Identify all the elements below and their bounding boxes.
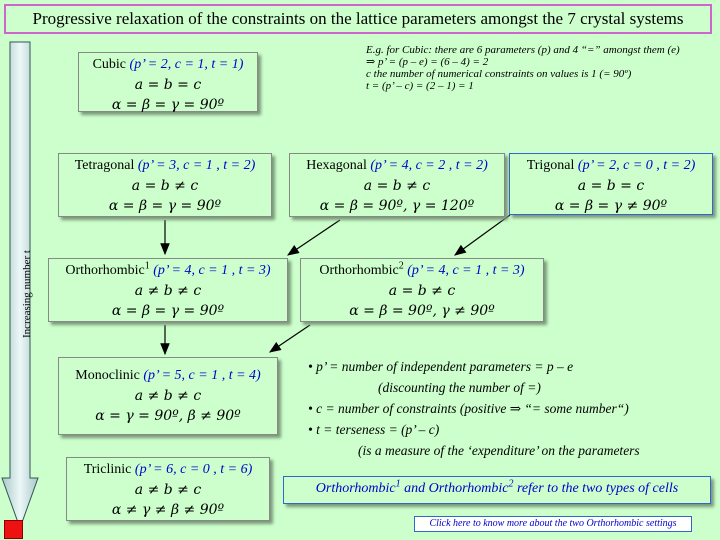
card-orthorhombic-1: Orthorhombic$^1$ (p’ = 4, c = 1 , t = 3) a ≠ b ≠ c α = β = γ = 90º — [48, 258, 288, 322]
arrow-hexagonal-to-ortho2 — [288, 220, 340, 255]
arrow-trigonal-to-ortho2 — [455, 215, 510, 255]
card-cubic: Cubic (p’ = 2, c = 1, t = 1) a = b = c α = β = γ = 90º — [78, 52, 258, 112]
y-axis-label: Increasing number t — [21, 250, 33, 338]
card-orthorhombic-2: Orthorhombic$^2$ (p’ = 4, c = 1 , t = 3) a = b ≠ c α = β = 90º, γ ≠ 90º — [300, 258, 544, 322]
card-hexagonal: Hexagonal (p’ = 4, c = 2 , t = 2) a = b ≠ c α = β = 90º, γ = 120º — [289, 153, 505, 217]
definitions-list: • p’ = number of independent parameters = p – e (discounting the number of =) • c = number of constraints (positive ⇒ “= some number“) • t = terseness = (p’ – c) (is a measure of the ‘expenditure’ on the parameters — [308, 359, 640, 458]
orthorhombic-note: Orthorhombic$^1$ and Orthorhombic$^2$ refer to the two types of cells — [283, 476, 711, 504]
example-note: E.g. for Cubic: there are 6 parameters (p) and 4 “=” amongst them (e) ⇒ p’ = (p – e) = (6 – 4) = 2 c the number of numerical constraints on values is 1 (= 90º) t = (p’ – c) = (2 – 1) = 1 — [366, 44, 680, 92]
orthorhombic-settings-link[interactable]: Click here to know more about the two Orthorhombic settings — [414, 516, 692, 532]
page-title: Progressive relaxation of the constraints on the lattice parameters amongst the 7 crystal systems — [4, 4, 712, 34]
card-triclinic: Triclinic (p’ = 6, c = 0 , t = 6) a ≠ b ≠ c α ≠ γ ≠ β ≠ 90º — [66, 457, 270, 521]
arrow-ortho2-to-monoclinic — [270, 325, 310, 352]
card-trigonal: Trigonal (p’ = 2, c = 0 , t = 2) a = b = c α = β = γ ≠ 90º — [509, 153, 713, 215]
card-monoclinic: Monoclinic (p’ = 5, c = 1 , t = 4) a ≠ b ≠ c α = γ = 90º, β ≠ 90º — [58, 357, 278, 435]
card-tetragonal: Tetragonal (p’ = 3, c = 1 , t = 2) a = b ≠ c α = β = γ = 90º — [58, 153, 272, 217]
